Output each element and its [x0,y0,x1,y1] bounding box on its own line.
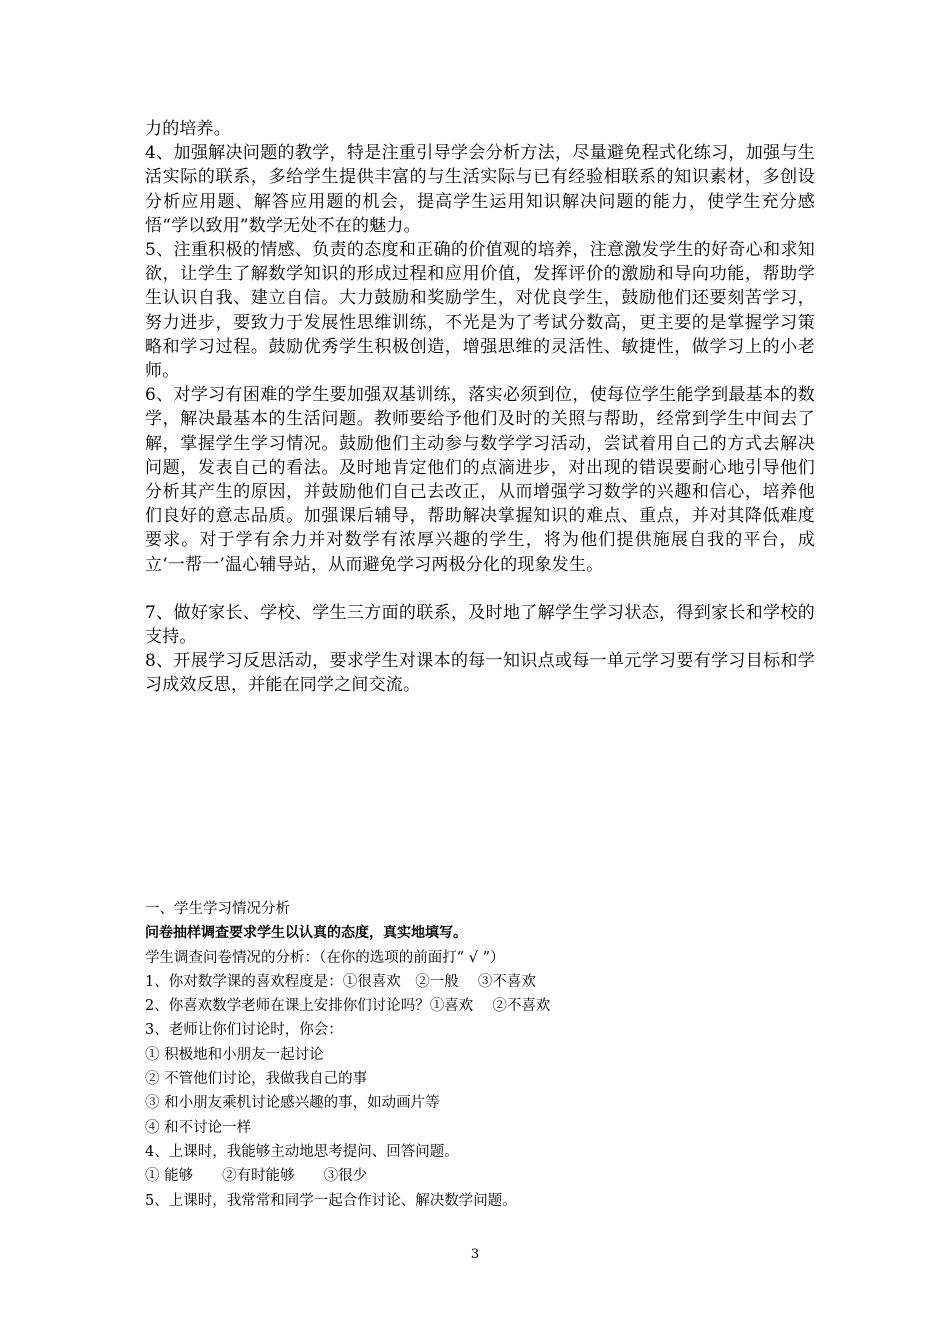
blank-line [145,577,815,601]
survey-q3-option-2: ② 不管他们讨论，我做我自己的事 [145,1071,368,1088]
paragraph-item-4: 4、加强解决问题的教学，特是注重引导学会分析方法，尽量避免程式化练习，加强与生活实际的联系，多给学生提供丰富的与生活实际与已有经验相联系的知识素材，多创设分析应用题、解答应用题的机会，提高学生运用知识解决问题的能力，使学生充分感悟“学以致用”数学无处不在的魅力。 [145,143,815,236]
survey-q3-option-4: ④ 和不讨论一样 [145,1119,252,1136]
paragraph-continuation: 力的培养。 [145,119,231,139]
survey-question-2: 2、你喜欢数学老师在课上安排你们讨论吗？①喜欢 ②不喜欢 [145,998,551,1015]
survey-question-4: 4、上课时，我能够主动地思考提问、回答问题。 [145,1143,459,1160]
survey-section [145,897,815,1213]
paragraph-item-5: 5、注重积极的情感、负责的态度和正确的价值观的培养，注意激发学生的好奇心和求知欲，让学生了解数学知识的形成过程和应用价值，发挥评价的激励和导向功能，帮助学生认识自我、建立自信。大力鼓励和奖励学生，对优良学生，鼓励他们还要刻苦学习，努力进步，要致力于发展性思维训练，不光是为了考试分数高，更主要的是掌握学习策略和学习过程。鼓励优秀学生积极创造，增强思维的灵活性、敏捷性，做学习上的小老师。 [145,240,815,382]
survey-q3-option-1: ① 积极地和小朋友一起讨论 [145,1046,324,1063]
survey-intro: 学生调查问卷情况的分析：（在你的选项的前面打“ √ ”） [145,949,505,966]
paragraph-item-6: 6、对学习有困难的学生要加强双基训练，落实必须到位，使每位学生能学到最基本的数学，解决最基本的生活问题。教师要给予他们及时的关照与帮助，经常到学生中间去了解，掌握学生学习情况。鼓励他们主动参与数学学习活动，尝试着用自己的方式去解决问题，发表自己的看法。及时地肯定他们的点滴进步，对出现的错误要耐心地引导他们分析其产生的原因，并鼓励他们自己去改正，从而增强学习数学的兴趣和信心，培养他们良好的意志品质。加强课后辅导，帮助解决掌握知识的难点、重点，并对其降低难度要求。对于学有余力并对数学有浓厚兴趣的学生，将为他们提供施展自我的平台，成立‘一帮一’温心辅导站，从而避免学习两极分化的现象发生。 [145,385,815,575]
survey-question-3: 3、老师让你们讨论时，你会： [145,1022,343,1039]
survey-question-5: 5、上课时，我常常和同学一起合作讨论、解决数学问题。 [145,1192,517,1209]
survey-heading: 一、学生学习情况分析 [145,901,290,917]
teaching-measures-section [145,117,815,698]
survey-q3-option-3: ③ 和小朋友乘机讨论感兴趣的事，如动画片等 [145,1095,440,1112]
paragraph-item-8: 8、开展学习反思活动，要求学生对课本的每一知识点或每一单元学习要有学习目标和学习成效反思，并能在同学之间交流。 [145,651,815,696]
survey-bold-note: 问卷抽样调查要求学生以认真的态度，真实地填写。 [145,925,467,942]
page-number: 3 [470,1247,480,1262]
paragraph-item-7: 7、做好家长、学校、学生三方面的联系，及时地了解学生学习状态，得到家长和学校的支持。 [145,602,815,648]
survey-q4-options: ① 能够 ②有时能够 ③很少 [145,1168,368,1185]
survey-question-1: 1、你对数学课的喜欢程度是：①很喜欢 ②一般 ③不喜欢 [145,973,536,990]
